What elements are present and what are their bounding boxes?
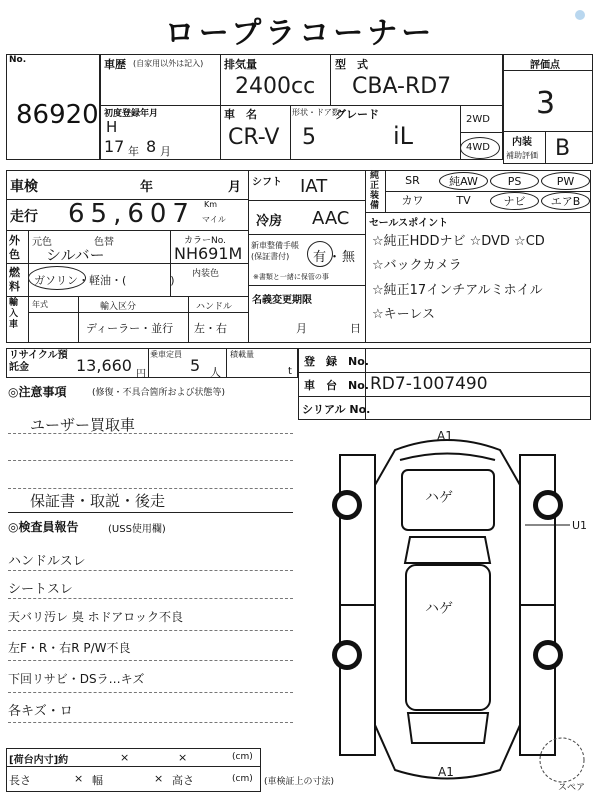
fuel-gasoline-circle — [28, 266, 86, 290]
shape-doors-label: 形状・ドア数 — [292, 108, 340, 117]
displacement-value: 2400cc — [235, 74, 316, 99]
record-no: 無 — [342, 250, 356, 265]
drive-4wd: 4WD — [466, 142, 490, 153]
doors-value: 5 — [302, 125, 316, 150]
fuel-label: 燃料 — [9, 266, 20, 293]
first-reg-year: 17 — [104, 137, 125, 156]
inspection-year: 年 — [140, 180, 154, 195]
diagram-hood-note: ハゲ — [425, 490, 453, 506]
grade-value: iL — [393, 122, 414, 150]
grade-score-value: 3 — [536, 86, 556, 121]
import-div-label: 輸入区分 — [100, 302, 137, 312]
record-note: ※書類と一緒に保管の事 — [253, 273, 329, 281]
inspector-line-1: ハンドルスレ — [8, 554, 86, 569]
capacity-value: 5 — [190, 356, 201, 375]
drive-4wd-circle — [460, 137, 500, 159]
grade-score-label: 評価点 — [530, 60, 560, 71]
sales-point-line-1: ☆純正HDDナビ ☆DVD ☆CD — [372, 234, 545, 249]
inspection-label: 車検 — [10, 179, 38, 195]
color-value: シルバー — [46, 246, 105, 264]
km-unit: Km — [204, 200, 218, 209]
notes-label: ◎注意事項 — [8, 385, 67, 399]
record-label: 新車整備手帳(保証書付) — [251, 241, 299, 261]
first-reg-month: 8 — [146, 137, 157, 156]
equipment-label: 純正装備 — [370, 171, 380, 211]
page-title: ロープラコーナー — [164, 16, 436, 51]
displacement-label: 排気量 — [224, 58, 257, 71]
record-yes-circle — [307, 241, 333, 267]
shift-label: シフト — [252, 177, 282, 188]
inspector-line-4: 左F・R・右R P/W不良 — [8, 641, 131, 655]
interior-score-value: B — [555, 136, 571, 161]
first-reg-era: H — [106, 118, 118, 136]
cargo-length-label: 長さ — [9, 774, 31, 787]
ac-value: AAC — [312, 208, 350, 229]
recycle-label: リサイクル預託金 — [9, 350, 68, 373]
equipment-item: カワ — [401, 194, 424, 207]
interior-label: 内装 — [512, 137, 532, 148]
inspection-month: 月 — [228, 180, 242, 195]
inspector-label: ◎検査員報告 — [8, 520, 79, 534]
equipment-item: 純AW — [439, 172, 488, 190]
equipment-item: TV — [456, 194, 471, 207]
month-unit: 月 — [160, 145, 171, 158]
color-no-value: NH691M — [174, 244, 243, 263]
name-change-label: 名義変更期限 — [252, 295, 312, 306]
diagram-rear-mark: A1 — [438, 765, 454, 779]
car-name-value: CR-V — [228, 125, 280, 150]
lot-no-label: No. — [9, 55, 27, 65]
interior-sub: 補助評価 — [506, 151, 538, 160]
color-change-label: 色替 — [94, 237, 114, 248]
load-unit: t — [288, 366, 292, 377]
notes-sublabel: (修復・不具合箇所および状態等) — [92, 388, 226, 398]
interior-color-label: 内装色 — [192, 269, 220, 279]
history-label: 車歴 — [104, 58, 126, 71]
chassis-label: 車 台 No. — [304, 379, 369, 392]
reg-no-label: 登 録 No. — [304, 355, 369, 368]
record-yes: 有 — [313, 250, 327, 265]
cargo-unit: (cm) — [232, 752, 253, 762]
sales-point-line-2: ☆バックカメラ — [372, 258, 462, 273]
import-year-label: 年式 — [32, 300, 48, 309]
history-note: (自家用以外は記入) — [133, 59, 204, 68]
cargo-note: (車検証上の寸法) — [264, 777, 335, 787]
cargo-cross-4: × — [154, 772, 164, 785]
cargo-width-label: 幅 — [92, 774, 103, 787]
model-label: 型 式 — [335, 58, 368, 71]
diagram-side-mark: U1 — [572, 519, 588, 532]
equipment-item: ナビ — [490, 192, 539, 210]
equipment-item: PW — [541, 172, 590, 190]
capacity-unit: 人 — [210, 366, 221, 379]
sales-points-label: セールスポイント — [369, 218, 449, 229]
name-change-day: 日 — [350, 322, 361, 335]
exterior-label: 外色 — [9, 234, 20, 261]
drive-2wd: 2WD — [466, 114, 490, 125]
inspector-sublabel: (USS使用欄) — [108, 524, 166, 535]
inspector-line-6: 各キズ・ロ — [8, 704, 73, 719]
diagram-front-mark: A1 — [437, 429, 453, 443]
name-change-month: 月 — [296, 322, 307, 335]
cargo-unit-2: (cm) — [232, 774, 253, 784]
cargo-label: [荷台内寸]約 — [9, 755, 69, 766]
load-label: 積載量 — [230, 350, 254, 359]
fuel-value: ガソリン・軽油・( ) — [34, 274, 175, 287]
notes-line-1: ユーザー買取車 — [30, 416, 136, 434]
diagram-roof-note: ハゲ — [425, 601, 453, 617]
inspector-line-5: 下回リサビ・DSラ…キズ — [8, 672, 145, 686]
mileage-value: 65,607 — [68, 199, 195, 229]
car-name-label: 車 名 — [224, 108, 257, 121]
first-reg-label: 初度登録年月 — [104, 109, 159, 119]
cargo-cross-1: × — [120, 751, 130, 764]
shift-value: IAT — [300, 176, 328, 197]
cargo-height-label: 高さ — [172, 774, 194, 787]
lot-number: 86920 — [16, 100, 99, 130]
ac-label: 冷房 — [256, 214, 283, 229]
model-value: CBA-RD7 — [352, 74, 452, 99]
handle-value: 左・右 — [194, 322, 227, 335]
base-color-label: 元色 — [32, 237, 52, 248]
diagram-spare-label: スペア — [558, 783, 586, 793]
recycle-amount: 13,660 — [76, 356, 132, 375]
sales-point-line-3: ☆純正17インチアルミホイル — [372, 283, 543, 298]
chassis-value: RD7-1007490 — [370, 374, 488, 394]
year-unit: 年 — [128, 145, 139, 158]
mile-unit: マイル — [202, 215, 226, 224]
notes-line-2: 保証書・取説・後走 — [30, 492, 166, 510]
recycle-unit: 円 — [136, 369, 146, 380]
record-sep: ・ — [328, 250, 342, 265]
inspector-line-3: 天バリ汚レ 臭 ホドアロック不良 — [8, 610, 184, 624]
equipment-item: PS — [490, 172, 539, 190]
cargo-cross-3: × — [74, 772, 84, 785]
handle-label: ハンドル — [196, 302, 233, 312]
capacity-label: 乗車定員 — [150, 350, 182, 359]
cargo-cross-2: × — [178, 751, 188, 764]
mileage-label: 走行 — [10, 209, 38, 225]
equipment-item: SR — [405, 174, 420, 187]
serial-label: シリアル No. — [302, 403, 371, 416]
watermark-icon — [575, 10, 585, 20]
inspector-line-2: シートスレ — [8, 582, 73, 597]
sales-point-line-4: ☆キーレス — [372, 307, 436, 322]
color-no-label: カラーNo. — [184, 236, 226, 246]
import-div-value: ディーラー・並行 — [86, 322, 174, 335]
import-label: 輸入車 — [9, 298, 19, 330]
equipment-item: エアB — [541, 192, 590, 210]
grade-label: グレード — [335, 108, 379, 121]
